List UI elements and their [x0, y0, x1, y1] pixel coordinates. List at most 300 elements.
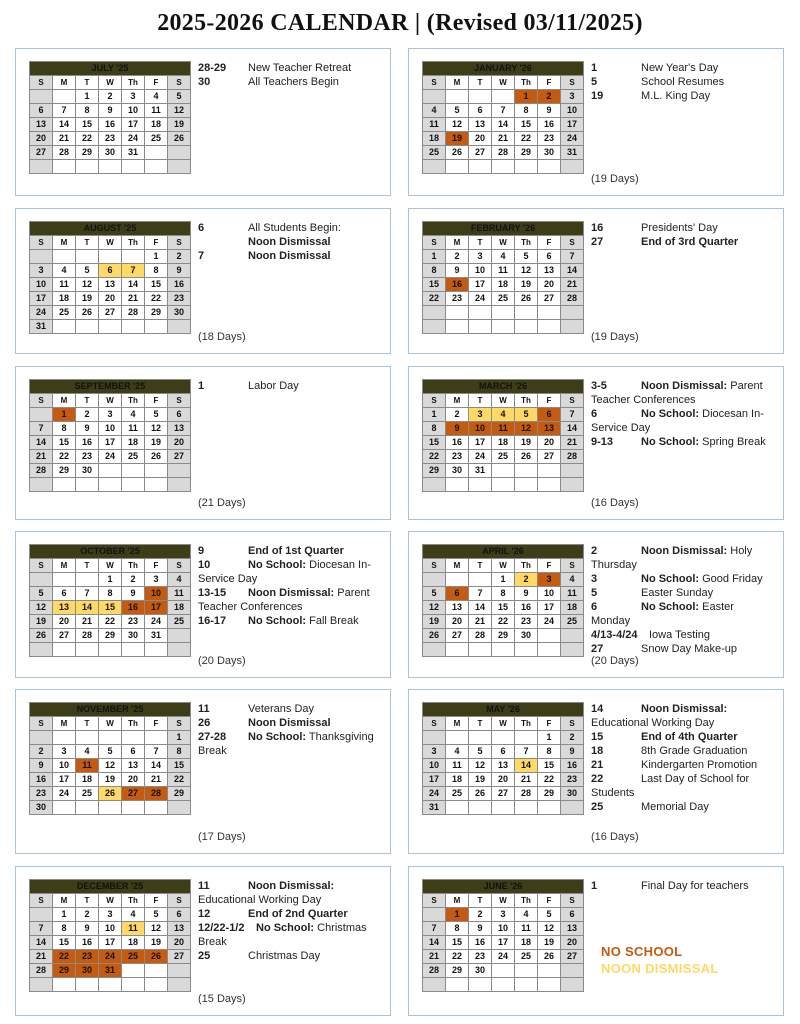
day-cell: 26: [145, 950, 168, 964]
day-cell: 25: [561, 615, 584, 629]
day-cell: 8: [168, 745, 191, 759]
day-cell: 16: [515, 601, 538, 615]
day-cell: 10: [469, 264, 492, 278]
day-cell: [561, 643, 584, 657]
day-cell: 6: [538, 408, 561, 422]
day-cell: [538, 801, 561, 815]
weekday-header: T: [76, 236, 99, 250]
weekday-header: S: [423, 559, 446, 573]
day-cell: 5: [469, 745, 492, 759]
day-cell: 3: [469, 408, 492, 422]
day-cell: [423, 731, 446, 745]
day-cell: 30: [168, 306, 191, 320]
day-cell: 10: [561, 104, 584, 118]
day-cell: 4: [53, 264, 76, 278]
note-date: 7: [198, 250, 205, 262]
day-cell: 24: [53, 787, 76, 801]
day-cell: 28: [53, 146, 76, 160]
day-cell: [515, 478, 538, 492]
weekday-header: T: [76, 76, 99, 90]
day-cell: 9: [122, 587, 145, 601]
day-cell: [561, 160, 584, 174]
day-cell: [30, 908, 53, 922]
day-cell: 5: [145, 908, 168, 922]
day-cell: 17: [469, 436, 492, 450]
day-cell: 15: [515, 118, 538, 132]
day-cell: [492, 90, 515, 104]
weekday-header: W: [99, 76, 122, 90]
day-cell: 12: [515, 422, 538, 436]
day-cell: 3: [561, 90, 584, 104]
weekday-header: S: [30, 717, 53, 731]
day-cell: 29: [515, 146, 538, 160]
day-cell: 26: [515, 450, 538, 464]
note-line: [591, 600, 771, 628]
day-cell: 26: [168, 132, 191, 146]
month-name: MAY '26: [423, 703, 584, 717]
day-cell: [76, 320, 99, 334]
day-cell: 26: [423, 629, 446, 643]
day-cell: [561, 464, 584, 478]
weekday-header: M: [53, 894, 76, 908]
day-cell: 12: [168, 104, 191, 118]
school-day-count: (18 Days): [198, 331, 246, 343]
note-date: 26: [198, 717, 211, 729]
note-date: 5: [591, 587, 598, 599]
weekday-header: T: [76, 717, 99, 731]
weekday-header: T: [469, 894, 492, 908]
day-cell: 15: [538, 759, 561, 773]
day-cell: 1: [145, 250, 168, 264]
month-calendar: [29, 879, 191, 992]
note-text: M.L. King Day: [641, 90, 711, 102]
day-cell: 15: [423, 436, 446, 450]
day-cell: [30, 478, 53, 492]
note-text: Veterans Day: [248, 703, 315, 715]
note-text: End of 4th Quarter: [641, 731, 738, 743]
weekday-header: S: [423, 76, 446, 90]
day-cell: [145, 964, 168, 978]
month-calendar: [29, 221, 191, 334]
note-text: Easter Sunday: [641, 587, 714, 599]
day-cell: 18: [122, 436, 145, 450]
note-text: Presidents' Day: [641, 222, 718, 234]
day-cell: 24: [30, 306, 53, 320]
note-line: [198, 949, 378, 963]
day-cell: 14: [561, 422, 584, 436]
day-cell: [446, 731, 469, 745]
day-cell: 19: [99, 773, 122, 787]
weekday-header: Th: [122, 717, 145, 731]
day-cell: [492, 731, 515, 745]
day-cell: 14: [53, 118, 76, 132]
day-cell: 19: [145, 936, 168, 950]
day-cell: 2: [168, 250, 191, 264]
note-date: 18: [591, 745, 604, 757]
day-cell: 2: [99, 90, 122, 104]
day-cell: [30, 573, 53, 587]
day-cell: [168, 464, 191, 478]
day-cell: 24: [99, 450, 122, 464]
day-cell: [30, 160, 53, 174]
day-cell: 3: [99, 908, 122, 922]
day-cell: 23: [168, 292, 191, 306]
note-text: Memorial Day: [641, 801, 709, 813]
note-line: [591, 730, 771, 744]
note-line: [591, 379, 771, 407]
school-day-count: (19 Days): [591, 331, 639, 343]
note-line: [591, 642, 771, 656]
day-cell: [492, 320, 515, 334]
day-cell: 12: [515, 264, 538, 278]
day-cell: 9: [469, 922, 492, 936]
day-cell: 28: [469, 629, 492, 643]
day-cell: 8: [492, 587, 515, 601]
weekday-header: S: [561, 717, 584, 731]
day-cell: [145, 643, 168, 657]
day-cell: [168, 146, 191, 160]
day-cell: 9: [30, 759, 53, 773]
day-cell: 26: [446, 146, 469, 160]
day-cell: 30: [469, 964, 492, 978]
day-cell: [168, 478, 191, 492]
month-calendar: [422, 61, 584, 174]
day-cell: 23: [446, 292, 469, 306]
note-text: Noon Dismissal: Educational Working Day: [198, 880, 335, 906]
weekday-header: M: [446, 717, 469, 731]
day-cell: 8: [145, 264, 168, 278]
note-text: New Year's Day: [641, 62, 719, 74]
day-cell: 10: [99, 422, 122, 436]
day-cell: 23: [515, 615, 538, 629]
day-cell: 24: [423, 787, 446, 801]
day-cell: 10: [145, 587, 168, 601]
note-line: [591, 702, 771, 730]
day-cell: 9: [76, 422, 99, 436]
day-cell: [515, 320, 538, 334]
day-cell: 10: [492, 922, 515, 936]
note-text: School Resumes: [641, 76, 725, 88]
legend-no-school: NO SCHOOL: [601, 944, 683, 959]
day-cell: [99, 643, 122, 657]
weekday-header: S: [168, 559, 191, 573]
day-cell: 13: [446, 601, 469, 615]
note-text: Last Day of School for Students: [591, 773, 750, 799]
note-text: Snow Day Make-up: [641, 643, 737, 655]
day-cell: [446, 643, 469, 657]
day-cell: [53, 478, 76, 492]
weekday-header: Th: [122, 559, 145, 573]
weekday-header: F: [145, 394, 168, 408]
note-date: 2: [591, 545, 598, 557]
day-cell: 4: [515, 908, 538, 922]
day-cell: 25: [122, 450, 145, 464]
note-date: 1: [198, 380, 205, 392]
day-cell: 14: [122, 278, 145, 292]
school-day-count: (20 Days): [198, 655, 246, 667]
day-cell: 25: [423, 146, 446, 160]
day-cell: 27: [561, 950, 584, 964]
day-cell: 20: [492, 773, 515, 787]
day-cell: 6: [561, 908, 584, 922]
day-cell: [145, 464, 168, 478]
weekday-header: M: [53, 559, 76, 573]
weekday-header: Th: [515, 894, 538, 908]
day-cell: 31: [423, 801, 446, 815]
day-cell: 23: [99, 132, 122, 146]
day-cell: 8: [53, 922, 76, 936]
day-cell: [168, 643, 191, 657]
day-cell: 8: [99, 587, 122, 601]
day-cell: 19: [446, 132, 469, 146]
weekday-header: Th: [515, 76, 538, 90]
day-cell: 12: [538, 922, 561, 936]
legend-noon-dismissal: NOON DISMISSAL: [601, 961, 719, 976]
day-cell: [446, 801, 469, 815]
day-cell: 6: [469, 104, 492, 118]
day-cell: 18: [145, 118, 168, 132]
day-cell: 13: [122, 759, 145, 773]
day-cell: 1: [168, 731, 191, 745]
note-text: No School: Easter Monday: [591, 601, 734, 627]
month-name: AUGUST '25: [30, 222, 191, 236]
day-cell: 1: [515, 90, 538, 104]
day-cell: 24: [538, 615, 561, 629]
note-date: 6: [198, 222, 205, 234]
note-line: [591, 544, 771, 572]
day-cell: 7: [561, 250, 584, 264]
day-cell: 21: [53, 132, 76, 146]
weekday-header: S: [168, 76, 191, 90]
day-cell: [145, 801, 168, 815]
weekday-header: M: [446, 394, 469, 408]
note-line: [591, 744, 771, 758]
day-cell: 19: [538, 936, 561, 950]
day-cell: [423, 320, 446, 334]
note-line: [198, 614, 378, 628]
day-cell: 16: [168, 278, 191, 292]
weekday-header: W: [492, 894, 515, 908]
day-cell: 3: [99, 408, 122, 422]
weekday-header: S: [30, 894, 53, 908]
day-cell: 6: [168, 408, 191, 422]
note-date: 16-17: [198, 615, 227, 627]
month-calendar: [29, 61, 191, 174]
day-cell: 4: [492, 408, 515, 422]
weekday-header: Th: [515, 559, 538, 573]
day-cell: 15: [446, 936, 469, 950]
day-cell: 3: [492, 908, 515, 922]
day-cell: 4: [122, 408, 145, 422]
weekday-header: W: [99, 717, 122, 731]
day-cell: [538, 964, 561, 978]
day-cell: 28: [30, 964, 53, 978]
day-cell: [76, 250, 99, 264]
day-cell: 10: [99, 922, 122, 936]
day-cell: [515, 978, 538, 992]
day-cell: 21: [122, 292, 145, 306]
note-text: All Students Begin:: [248, 222, 341, 234]
month-notes: [198, 544, 378, 628]
day-cell: [53, 160, 76, 174]
month-calendar: [422, 702, 584, 815]
weekday-header: Th: [515, 394, 538, 408]
note-text: New Teacher Retreat: [248, 62, 352, 74]
note-text: Noon Dismissal: [248, 717, 331, 729]
day-cell: [446, 306, 469, 320]
day-cell: [561, 629, 584, 643]
day-cell: 19: [76, 292, 99, 306]
day-cell: 29: [145, 306, 168, 320]
note-text: Christmas Day: [248, 950, 321, 962]
day-cell: [99, 320, 122, 334]
day-cell: 28: [561, 292, 584, 306]
note-line: [591, 572, 771, 586]
day-cell: 20: [561, 936, 584, 950]
day-cell: 26: [30, 629, 53, 643]
day-cell: [469, 306, 492, 320]
weekday-header: M: [446, 76, 469, 90]
day-cell: 3: [469, 250, 492, 264]
day-cell: 22: [76, 132, 99, 146]
day-cell: 21: [30, 950, 53, 964]
weekday-header: F: [538, 717, 561, 731]
day-cell: [446, 573, 469, 587]
day-cell: 3: [30, 264, 53, 278]
note-date: 3: [591, 573, 598, 585]
day-cell: [469, 478, 492, 492]
note-line: [198, 558, 378, 586]
month-panel: [408, 531, 784, 678]
day-cell: 3: [53, 745, 76, 759]
day-cell: 9: [168, 264, 191, 278]
day-cell: 14: [30, 436, 53, 450]
note-text: No School: Thanksgiving Break: [198, 731, 374, 757]
day-cell: 8: [76, 104, 99, 118]
month-name: OCTOBER '25: [30, 545, 191, 559]
day-cell: 12: [446, 118, 469, 132]
day-cell: [423, 978, 446, 992]
weekday-header: S: [168, 717, 191, 731]
note-line: [591, 628, 771, 642]
weekday-header: F: [145, 559, 168, 573]
day-cell: 8: [423, 264, 446, 278]
day-cell: 14: [76, 601, 99, 615]
note-text: No School: Good Friday: [641, 573, 763, 585]
day-cell: 16: [30, 773, 53, 787]
note-line: [198, 921, 378, 949]
day-cell: 22: [492, 615, 515, 629]
day-cell: 26: [515, 292, 538, 306]
day-cell: [492, 801, 515, 815]
month-panel: [408, 366, 784, 520]
day-cell: [538, 643, 561, 657]
day-cell: 13: [492, 759, 515, 773]
day-cell: 1: [423, 408, 446, 422]
day-cell: 15: [76, 118, 99, 132]
day-cell: 21: [492, 132, 515, 146]
weekday-header: S: [168, 236, 191, 250]
day-cell: 5: [515, 408, 538, 422]
weekday-header: T: [469, 717, 492, 731]
day-cell: 21: [423, 950, 446, 964]
month-calendar: [422, 544, 584, 657]
day-cell: [168, 160, 191, 174]
day-cell: 18: [492, 436, 515, 450]
note-line: [198, 730, 378, 758]
note-date: 12: [198, 908, 211, 920]
weekday-header: M: [53, 394, 76, 408]
note-date: 9-13: [591, 436, 614, 448]
day-cell: 17: [99, 436, 122, 450]
day-cell: 24: [492, 950, 515, 964]
note-line: [591, 586, 771, 600]
day-cell: 5: [168, 90, 191, 104]
day-cell: [469, 643, 492, 657]
day-cell: 31: [30, 320, 53, 334]
day-cell: [469, 978, 492, 992]
weekday-header: S: [30, 236, 53, 250]
note-text: End of 1st Quarter: [248, 545, 344, 557]
note-text: Labor Day: [248, 380, 299, 392]
day-cell: 1: [99, 573, 122, 587]
day-cell: 6: [122, 745, 145, 759]
note-line: [198, 716, 378, 730]
note-date: 28-29: [198, 62, 227, 74]
day-cell: 25: [122, 950, 145, 964]
month-name: NOVEMBER '25: [30, 703, 191, 717]
month-name: SEPTEMBER '25: [30, 380, 191, 394]
day-cell: [53, 90, 76, 104]
month-name: JANUARY '26: [423, 62, 584, 76]
day-cell: 24: [561, 132, 584, 146]
day-cell: 17: [53, 773, 76, 787]
day-cell: 5: [30, 587, 53, 601]
day-cell: 21: [561, 278, 584, 292]
month-name: MARCH '26: [423, 380, 584, 394]
note-date: 4/13-4/24: [591, 629, 638, 641]
day-cell: [423, 90, 446, 104]
note-line: [198, 249, 378, 263]
day-cell: [538, 306, 561, 320]
weekday-header: F: [538, 894, 561, 908]
note-line: [591, 879, 771, 893]
day-cell: [122, 320, 145, 334]
day-cell: 21: [145, 773, 168, 787]
day-cell: 28: [76, 629, 99, 643]
weekday-header: T: [469, 559, 492, 573]
day-cell: 1: [538, 731, 561, 745]
day-cell: [122, 643, 145, 657]
day-cell: 11: [561, 587, 584, 601]
day-cell: 12: [99, 759, 122, 773]
weekday-header: W: [492, 394, 515, 408]
day-cell: 28: [145, 787, 168, 801]
day-cell: [423, 478, 446, 492]
note-date: 30: [198, 76, 211, 88]
day-cell: [515, 643, 538, 657]
day-cell: [168, 629, 191, 643]
weekday-header: F: [538, 236, 561, 250]
day-cell: [492, 964, 515, 978]
note-date: 3-5: [591, 380, 607, 392]
day-cell: 27: [30, 146, 53, 160]
day-cell: 30: [76, 464, 99, 478]
month-calendar: [29, 379, 191, 492]
note-date: 27-28: [198, 731, 227, 743]
weekday-header: S: [168, 394, 191, 408]
day-cell: 5: [145, 408, 168, 422]
